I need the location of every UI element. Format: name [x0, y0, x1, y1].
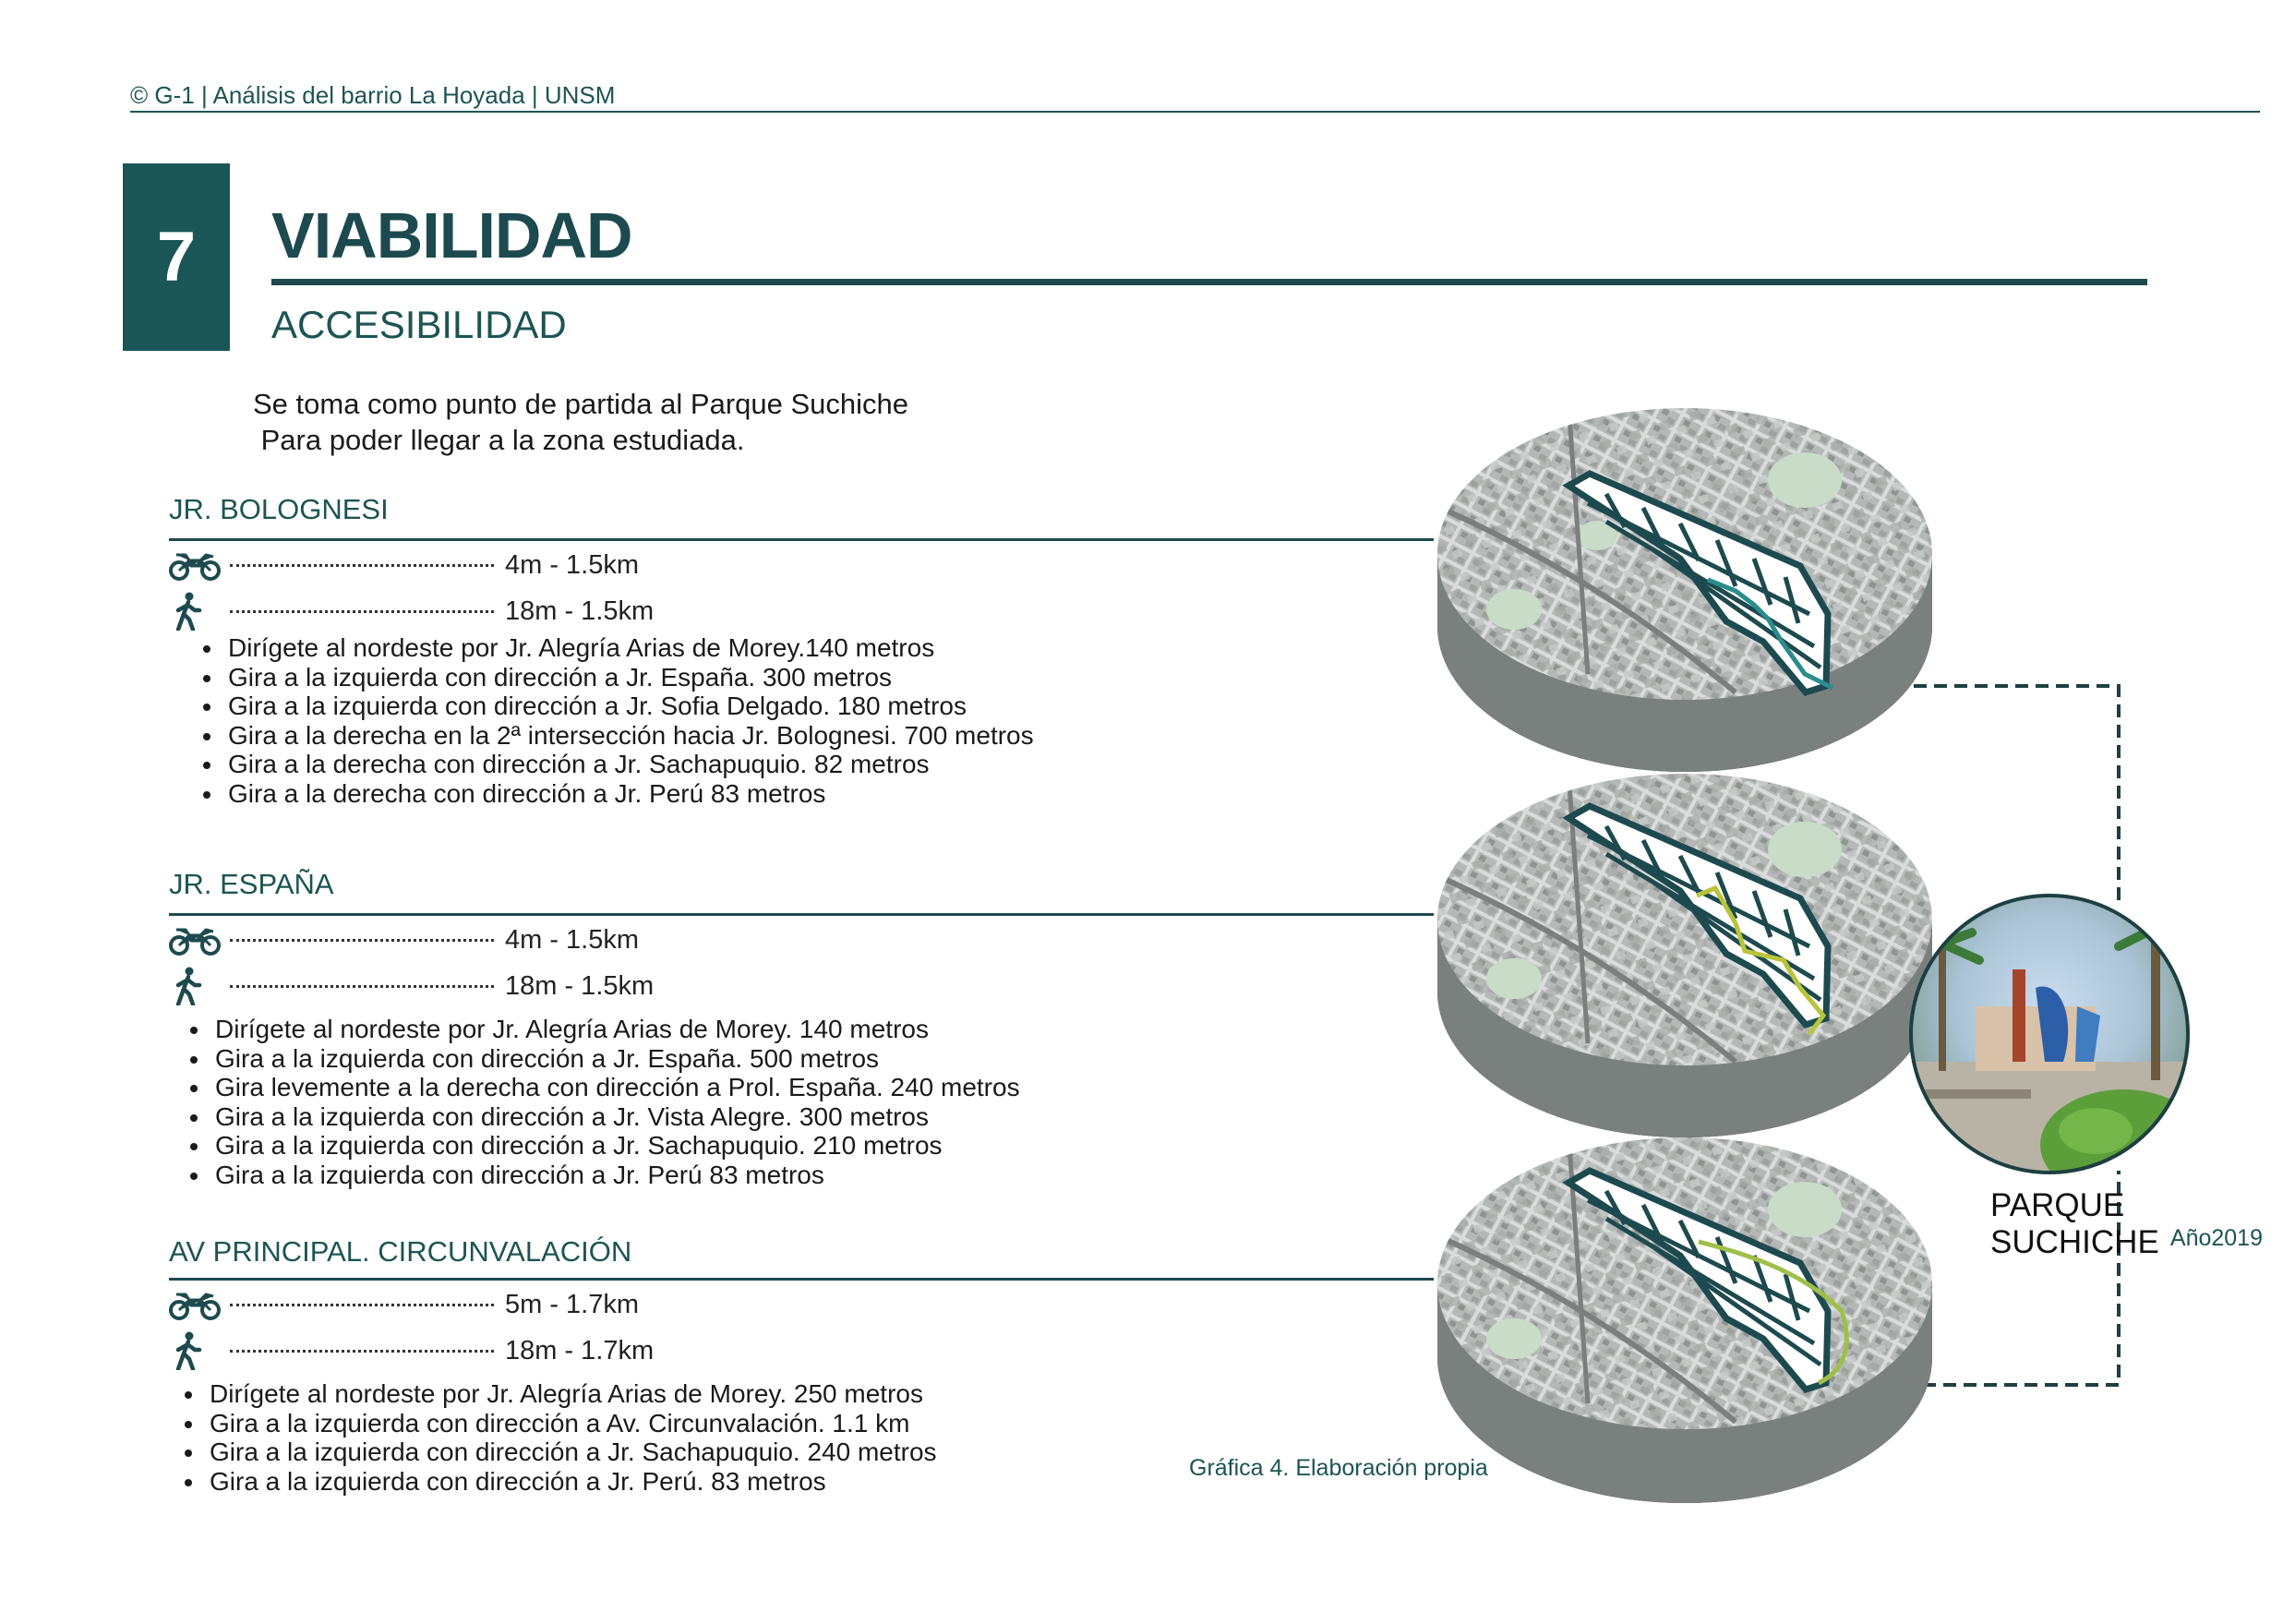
map-disc-espana	[1422, 766, 1976, 1137]
motorcycle-icon	[169, 1286, 226, 1323]
walking-icon	[169, 593, 226, 630]
title-rule	[271, 279, 2147, 285]
list-item: • Dirígete al nordeste por Jr. Alegría Arias de Morey.140 metros	[224, 633, 1034, 663]
list-item: • Gira a la derecha con dirección a Jr. Sachapuquio. 82 metros	[224, 750, 1034, 779]
dotted-leader	[230, 1304, 494, 1306]
figure-caption: Gráfica 4. Elaboración propia	[1189, 1455, 1488, 1481]
moto-time: 4m - 1.5km	[505, 924, 640, 955]
list-item: • Gira a la izquierda con dirección a Jr. España. 300 metros	[224, 663, 1034, 692]
route-steps-list	[189, 633, 1034, 808]
moto-time: 4m - 1.5km	[505, 549, 640, 580]
list-item: • Gira a la izquierda con dirección a Jr. España. 500 metros	[211, 1044, 1020, 1074]
moto-time-row	[169, 547, 639, 583]
list-item: • Gira a la izquierda con dirección a Jr. Sachapuquio. 240 metros	[206, 1438, 937, 1467]
page-title: VIABILIDAD	[271, 199, 632, 271]
walk-time-row	[169, 593, 654, 630]
list-item: • Gira a la izquierda con dirección a Jr. Sofia Delgado. 180 metros	[224, 692, 1034, 721]
park-title: PARQUE SUCHICHE	[1990, 1187, 2159, 1260]
walk-time-row	[169, 1332, 654, 1369]
chapter-number: 7	[123, 163, 230, 351]
route-title-circunvalacion: AV PRINCIPAL. CIRCUNVALACIÓN	[169, 1235, 632, 1268]
list-item: • Gira a la izquierda con dirección a Jr. Sachapuquio. 210 metros	[211, 1131, 1020, 1161]
map-disc-bolognesi	[1422, 406, 1976, 772]
park-photo	[1905, 896, 2206, 1200]
list-item: • Gira a la izquierda con dirección a Av. Circunvalación. 1.1 km	[206, 1409, 937, 1438]
motorcycle-icon	[169, 921, 226, 958]
list-item: • Gira a la izquierda con dirección a Jr. Perú 83 metros	[211, 1161, 1020, 1190]
moto-time: 5m - 1.7km	[505, 1289, 640, 1319]
walk-time: 18m - 1.5km	[505, 595, 655, 626]
list-item: • Gira a la izquierda con dirección a Jr. Vista Alegre. 300 metros	[211, 1102, 1020, 1132]
route-rule	[169, 1278, 1434, 1281]
dotted-leader	[230, 564, 494, 567]
list-item: • Gira levemente a la derecha con dirección a Prol. España. 240 metros	[211, 1073, 1020, 1102]
list-item: • Gira a la derecha en la 2ª intersección hacia Jr. Bolognesi. 700 metros	[224, 721, 1034, 751]
route-steps-list	[171, 1379, 937, 1496]
route-rule	[169, 538, 1434, 541]
list-item: • Gira a la derecha con dirección a Jr. Perú 83 metros	[224, 779, 1034, 809]
list-item: • Dirígete al nordeste por Jr. Alegría Arias de Morey. 250 metros	[206, 1379, 937, 1409]
dotted-leader	[230, 985, 494, 988]
map-disc-circunvalacion	[1422, 1126, 1976, 1503]
moto-time-row	[169, 921, 639, 958]
dotted-leader	[230, 939, 494, 942]
route-rule	[169, 913, 1434, 916]
route-title-espana: JR. ESPAÑA	[169, 868, 334, 900]
walking-icon	[169, 968, 226, 1004]
walk-time: 18m - 1.5km	[505, 970, 655, 1001]
list-item: • Gira a la izquierda con dirección a Jr. Perú. 83 metros	[206, 1467, 937, 1497]
walk-time: 18m - 1.7km	[505, 1335, 655, 1365]
route-map-diagram	[1422, 406, 2271, 1514]
walk-time-row	[169, 968, 654, 1004]
park-year: Año2019	[2169, 1225, 2263, 1251]
list-item: • Dirígete al nordeste por Jr. Alegría Arias de Morey. 140 metros	[211, 1015, 1020, 1044]
motorcycle-icon	[169, 547, 226, 583]
walking-icon	[169, 1332, 226, 1369]
route-title-bolognesi: JR. BOLOGNESI	[169, 493, 389, 525]
dotted-leader	[230, 1350, 494, 1353]
header-text: © G-1 | Análisis del barrio La Hoyada | UNSM	[130, 81, 616, 109]
dotted-leader	[230, 610, 494, 613]
route-steps-list	[176, 1015, 1020, 1189]
header-rule	[130, 111, 2260, 113]
page-subtitle: ACCESIBILIDAD	[271, 303, 567, 346]
intro-text: Se toma como punto de partida al Parque Suchiche Para poder llegar a la zona estudiada.	[253, 388, 909, 456]
moto-time-row	[169, 1286, 639, 1323]
